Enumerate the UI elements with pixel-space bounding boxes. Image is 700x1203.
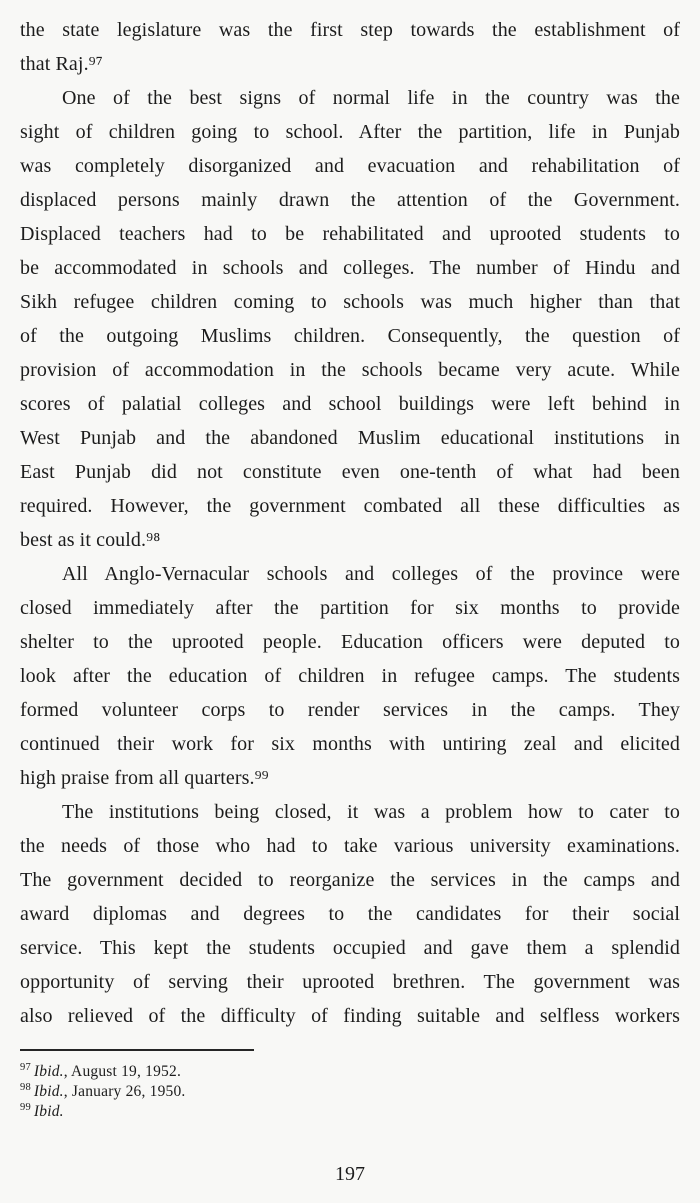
text-line: The institutions being closed, it was a problem how to cater to <box>62 801 680 823</box>
text-line: the needs of those who had to take various university examinations. <box>20 835 680 857</box>
text-line: award diplomas and degrees to the candidates for their social <box>20 903 680 925</box>
paragraph <box>20 13 680 81</box>
text-line: One of the best signs of normal life in the country was the <box>62 87 680 109</box>
text-line: East Punjab did not constitute even one-tenth of what had been <box>20 461 680 483</box>
text-line: opportunity of serving their uprooted brethren. The government was <box>20 971 680 993</box>
paragraph <box>20 795 680 1033</box>
footnote <box>20 1082 680 1102</box>
footnote-marker: 97 <box>20 1061 31 1073</box>
paragraph <box>20 557 680 795</box>
text-line: continued their work for six months with untiring zeal and elicited <box>20 733 680 755</box>
footnote-source: Ibid. <box>33 1083 64 1100</box>
text-line: that Raj.⁹⁷ <box>20 53 103 75</box>
footnote <box>20 1062 680 1082</box>
text-line: shelter to the uprooted people. Education officers were deputed to <box>20 631 680 653</box>
text-line: look after the education of children in refugee camps. The students <box>20 665 680 687</box>
text-line: also relieved of the difficulty of finding suitable and selfless workers <box>20 1005 680 1027</box>
footnote-marker: 98 <box>20 1081 31 1093</box>
text-line: required. However, the government combated all these difficulties as <box>20 495 680 517</box>
paragraph <box>20 81 680 557</box>
text-line: of the outgoing Muslims children. Consequently, the question of <box>20 325 680 347</box>
text-line: closed immediately after the partition for six months to provide <box>20 597 680 619</box>
body-text <box>20 13 680 1033</box>
text-line: Sikh refugee children coming to schools was much higher than that <box>20 291 680 313</box>
text-line: The government decided to reorganize the services in the camps and <box>20 869 680 891</box>
footnote-suffix: , August 19, 1952. <box>63 1063 182 1080</box>
text-line: the state legislature was the first step towards the establishment of <box>20 19 680 41</box>
text-line: formed volunteer corps to render services in the camps. They <box>20 699 680 721</box>
text-line: displaced persons mainly drawn the attention of the Government. <box>20 189 680 211</box>
text-line: West Punjab and the abandoned Muslim educational institutions in <box>20 427 680 449</box>
footnote-separator-rule <box>20 1049 254 1051</box>
text-line: sight of children going to school. After the partition, life in Punjab <box>20 121 680 143</box>
text-line: Displaced teachers had to be rehabilitated and uprooted students to <box>20 223 680 245</box>
text-line: scores of palatial colleges and school buildings were left behind in <box>20 393 680 415</box>
text-line: provision of accommodation in the schools became very acute. While <box>20 359 680 381</box>
text-line: best as it could.⁹⁸ <box>20 529 161 551</box>
text-line: service. This kept the students occupied and gave them a splendid <box>20 937 680 959</box>
text-line: high praise from all quarters.⁹⁹ <box>20 767 269 789</box>
footnotes <box>20 1062 680 1122</box>
footnote-suffix: , January 26, 1950. <box>63 1083 186 1100</box>
text-line: All Anglo-Vernacular schools and colleges of the province were <box>62 563 680 585</box>
footnote-marker: 99 <box>20 1101 31 1113</box>
footnote <box>20 1102 680 1122</box>
text-line: was completely disorganized and evacuation and rehabilitation of <box>20 155 680 177</box>
page-number: 197 <box>335 1163 365 1185</box>
footnote-source: Ibid. <box>33 1103 64 1120</box>
footnote-source: Ibid. <box>33 1063 64 1080</box>
text-line: be accommodated in schools and colleges. The number of Hindu and <box>20 257 680 279</box>
